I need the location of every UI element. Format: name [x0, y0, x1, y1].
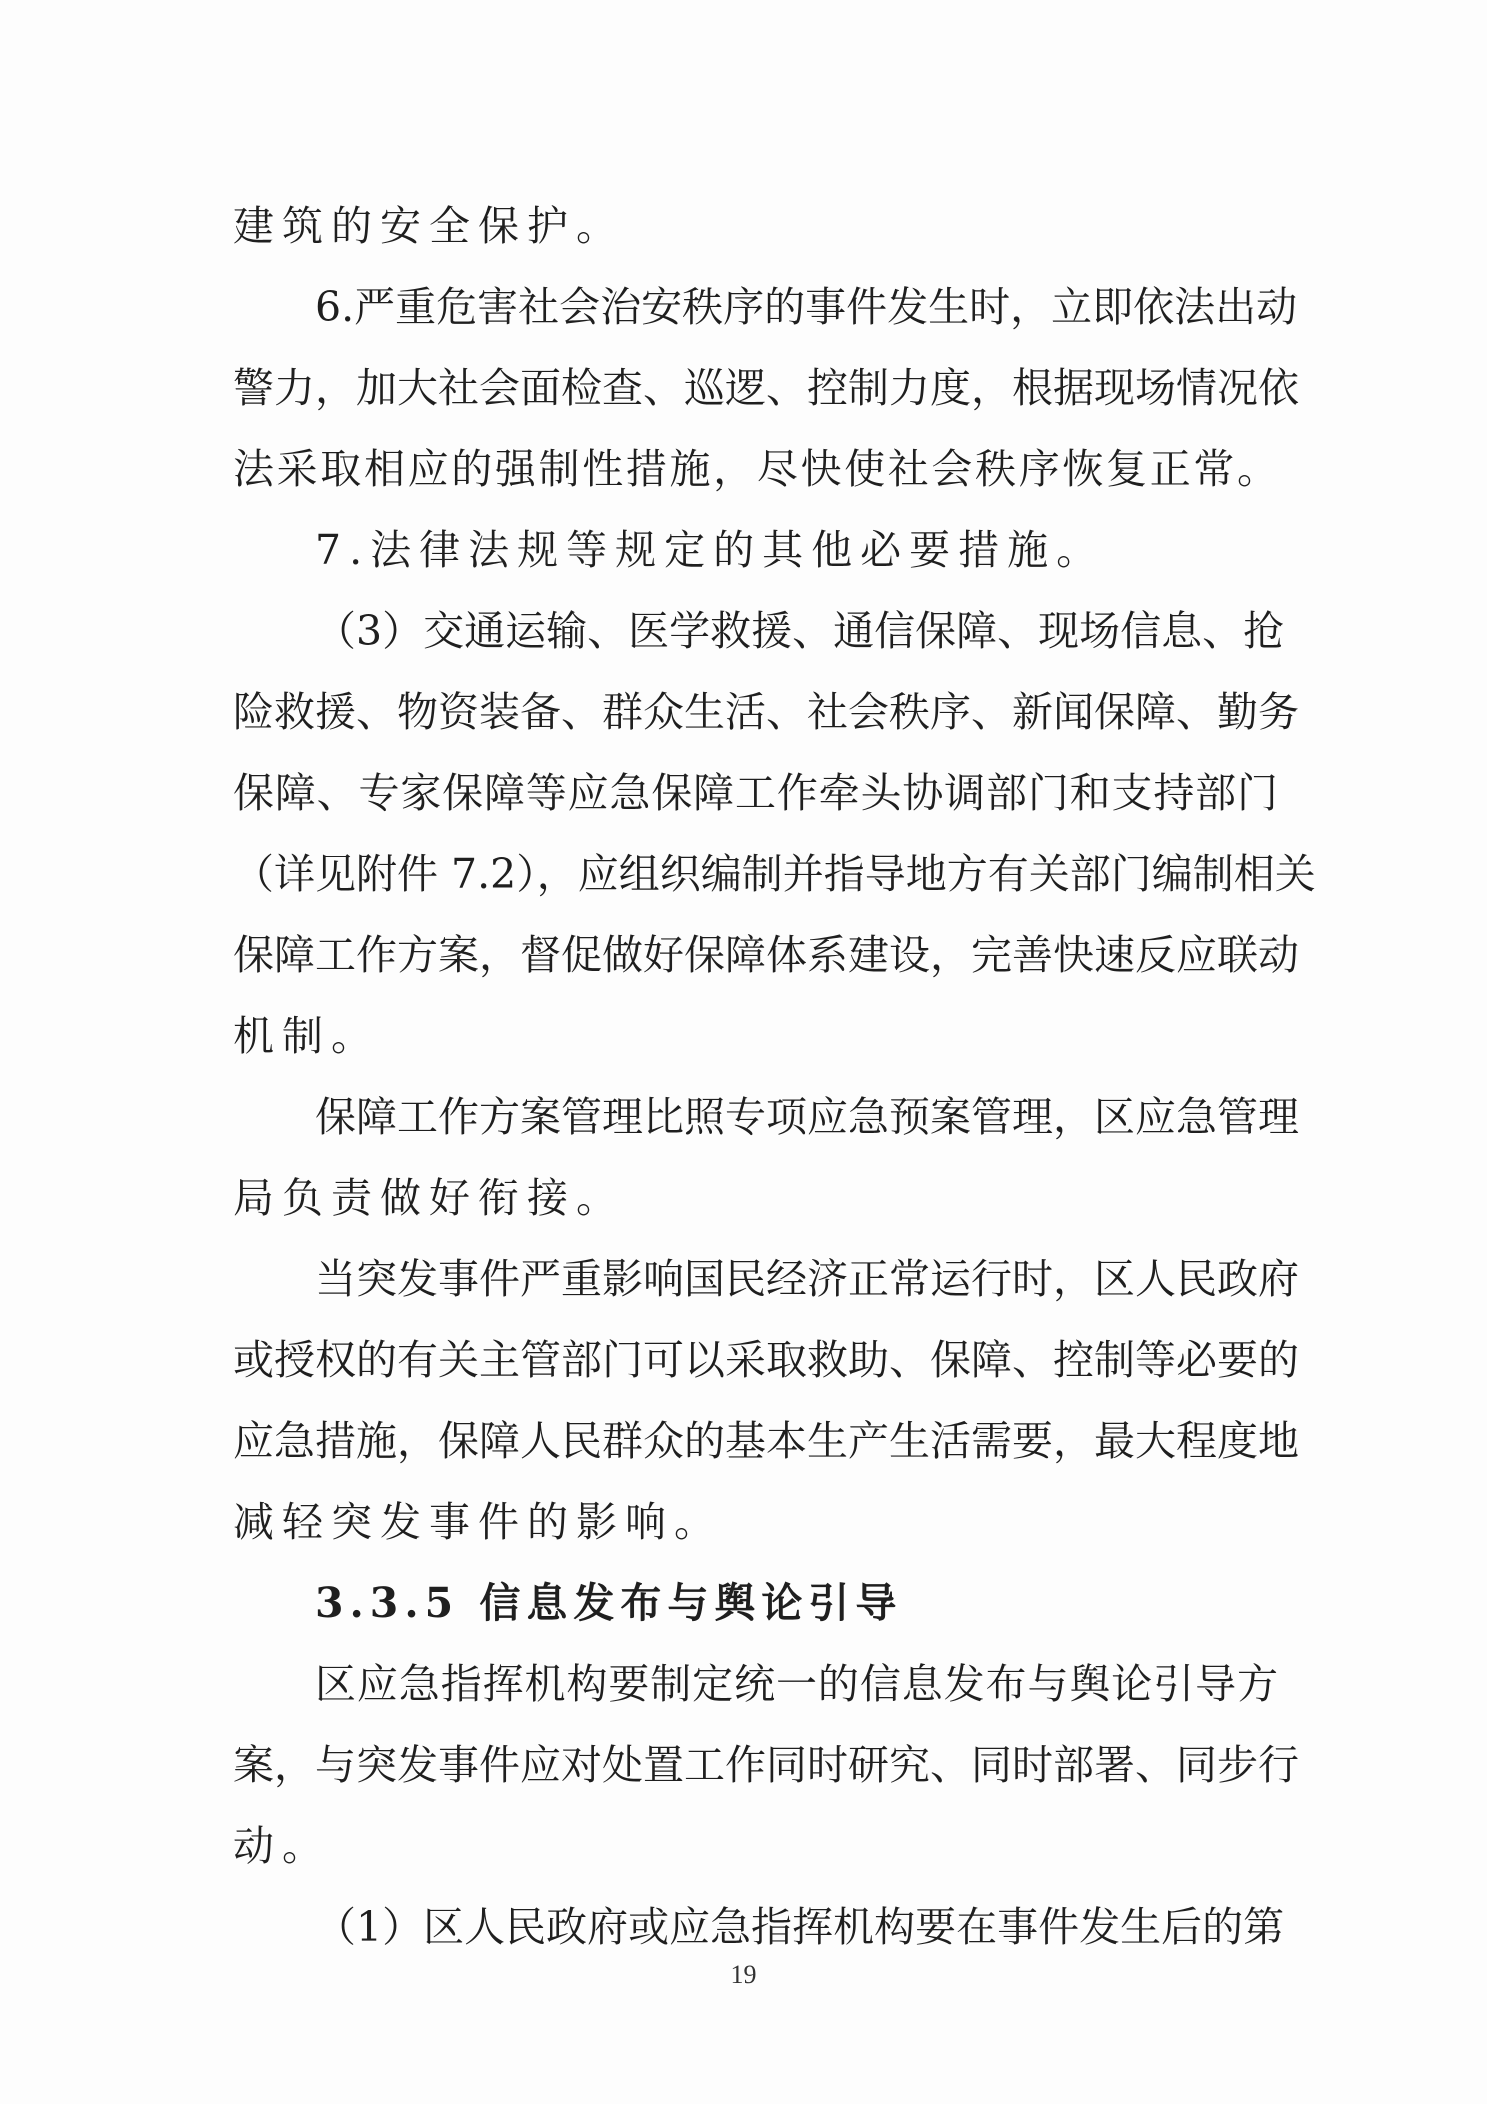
text-line: 保障工作方案管理比照专项应急预案管理，区应急管理	[315, 1093, 1299, 1141]
text-line: 局负责做好衔接。	[233, 1174, 625, 1222]
text-line: 当突发事件严重影响国民经济正常运行时，区人民政府	[315, 1255, 1299, 1303]
section-heading: 3.3.5 信息发布与舆论引导	[315, 1579, 903, 1627]
text-line: 机制。	[233, 1012, 380, 1060]
text-line: （详见附件 7.2），应组织编制并指导地方有关部门编制相关	[233, 850, 1316, 898]
text-line: 险救援、物资装备、群众生活、社会秩序、新闻保障、勤务	[233, 688, 1299, 736]
text-line: 法采取相应的强制性措施，尽快使社会秩序恢复正常。	[233, 445, 1278, 493]
text-line: 区应急指挥机构要制定统一的信息发布与舆论引导方	[315, 1660, 1278, 1708]
text-line: （1）区人民政府或应急指挥机构要在事件发生后的第	[315, 1903, 1285, 1951]
text-line: 保障、专家保障等应急保障工作牵头协调部门和支持部门	[233, 769, 1278, 817]
text-line: 应急措施，保障人民群众的基本生产生活需要，最大程度地	[233, 1417, 1299, 1465]
text-line: （3）交通运输、医学救援、通信保障、现场信息、抢	[315, 607, 1285, 655]
text-line: 7.法律法规等规定的其他必要措施。	[315, 526, 1106, 574]
text-line: 建筑的安全保护。	[233, 202, 625, 250]
text-line: 减轻突发事件的影响。	[233, 1498, 723, 1546]
text-line: 保障工作方案，督促做好保障体系建设，完善快速反应联动	[233, 931, 1299, 979]
text-line: 或授权的有关主管部门可以采取救助、保障、控制等必要的	[233, 1336, 1299, 1384]
page-number: 19	[730, 1960, 757, 1989]
body-text	[233, 186, 1316, 1968]
text-line: 动。	[233, 1822, 331, 1870]
text-line: 6.严重危害社会治安秩序的事件发生时，立即依法出动	[315, 283, 1298, 331]
text-line: 警力，加大社会面检查、巡逻、控制力度，根据现场情况依	[233, 364, 1299, 412]
text-line: 案，与突发事件应对处置工作同时研究、同时部署、同步行	[233, 1741, 1299, 1789]
